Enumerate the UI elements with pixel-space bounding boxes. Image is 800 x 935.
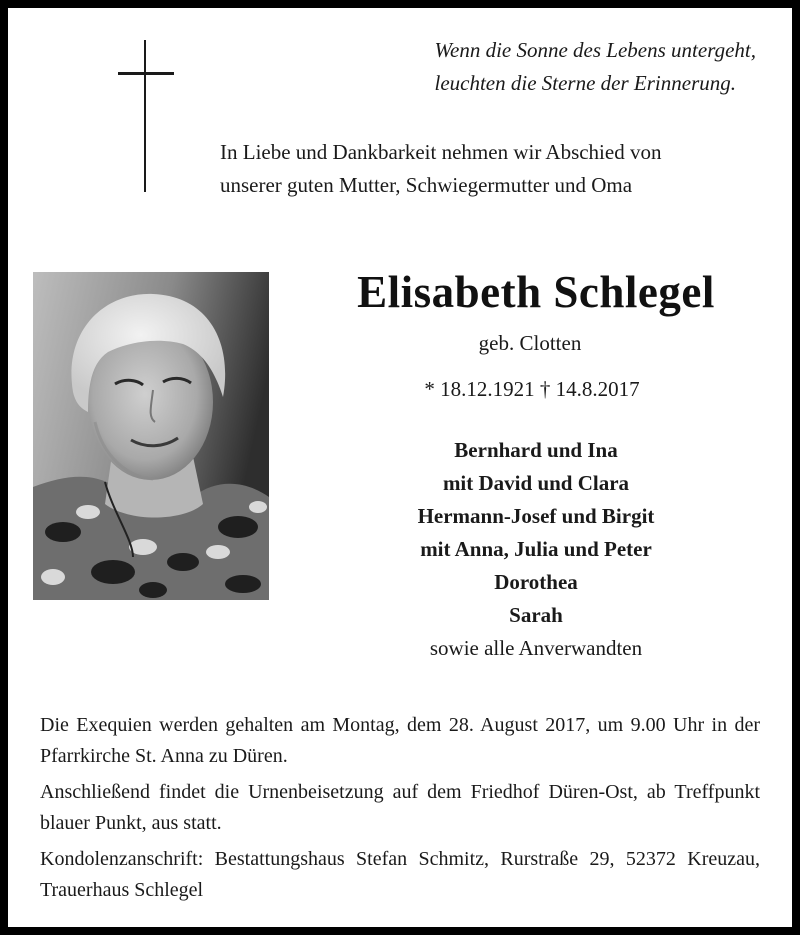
relatives-line: sowie alle Anverwandten bbox=[429, 636, 643, 660]
intro-text bbox=[220, 136, 780, 202]
quote-line: Wenn die Sonne des Lebens untergeht, bbox=[434, 38, 756, 62]
portrait-photo bbox=[33, 272, 269, 600]
mourner-line: Dorothea bbox=[494, 570, 578, 594]
mourner-line: mit David und Clara bbox=[442, 471, 630, 495]
life-dates: * 18.12.1921 † 14.8.2017 bbox=[424, 377, 640, 401]
condolence-address: Kondolenzanschrift: Bestattungshaus Stefan Schmitz, Rurstraße 29, 52372 Kreuzau, Trauerhaus Schlegel bbox=[40, 848, 760, 901]
obituary-notice bbox=[8, 8, 792, 927]
maiden-name: geb. Clotten bbox=[478, 331, 582, 355]
main-content bbox=[308, 264, 764, 665]
epitaph-quote bbox=[308, 34, 768, 100]
intro-line: In Liebe und Dankbarkeit nehmen wir Abschied von bbox=[220, 140, 662, 164]
mourner-line: Sarah bbox=[509, 603, 563, 627]
mourner-line: Bernhard und Ina bbox=[454, 438, 618, 462]
mourners-list bbox=[308, 434, 764, 665]
mourner-line: mit Anna, Julia und Peter bbox=[420, 537, 652, 561]
mourner-line: Hermann-Josef und Birgit bbox=[417, 504, 655, 528]
quote-line: leuchten die Sterne der Erinnerung. bbox=[434, 71, 736, 95]
burial-info: Anschließend findet die Urnenbeisetzung auf dem Friedhof Düren-Ost, ab Treffpunkt blauer Punkt, aus statt. bbox=[40, 781, 760, 834]
intro-line: unserer guten Mutter, Schwiegermutter und Oma bbox=[220, 173, 633, 197]
funeral-service-info: Die Exequien werden gehalten am Montag, dem 28. August 2017, um 9.00 Uhr in der Pfarrkirche St. Anna zu Düren. bbox=[40, 714, 760, 767]
cross-icon bbox=[118, 40, 174, 192]
deceased-name: Elisabeth Schlegel bbox=[357, 267, 715, 317]
